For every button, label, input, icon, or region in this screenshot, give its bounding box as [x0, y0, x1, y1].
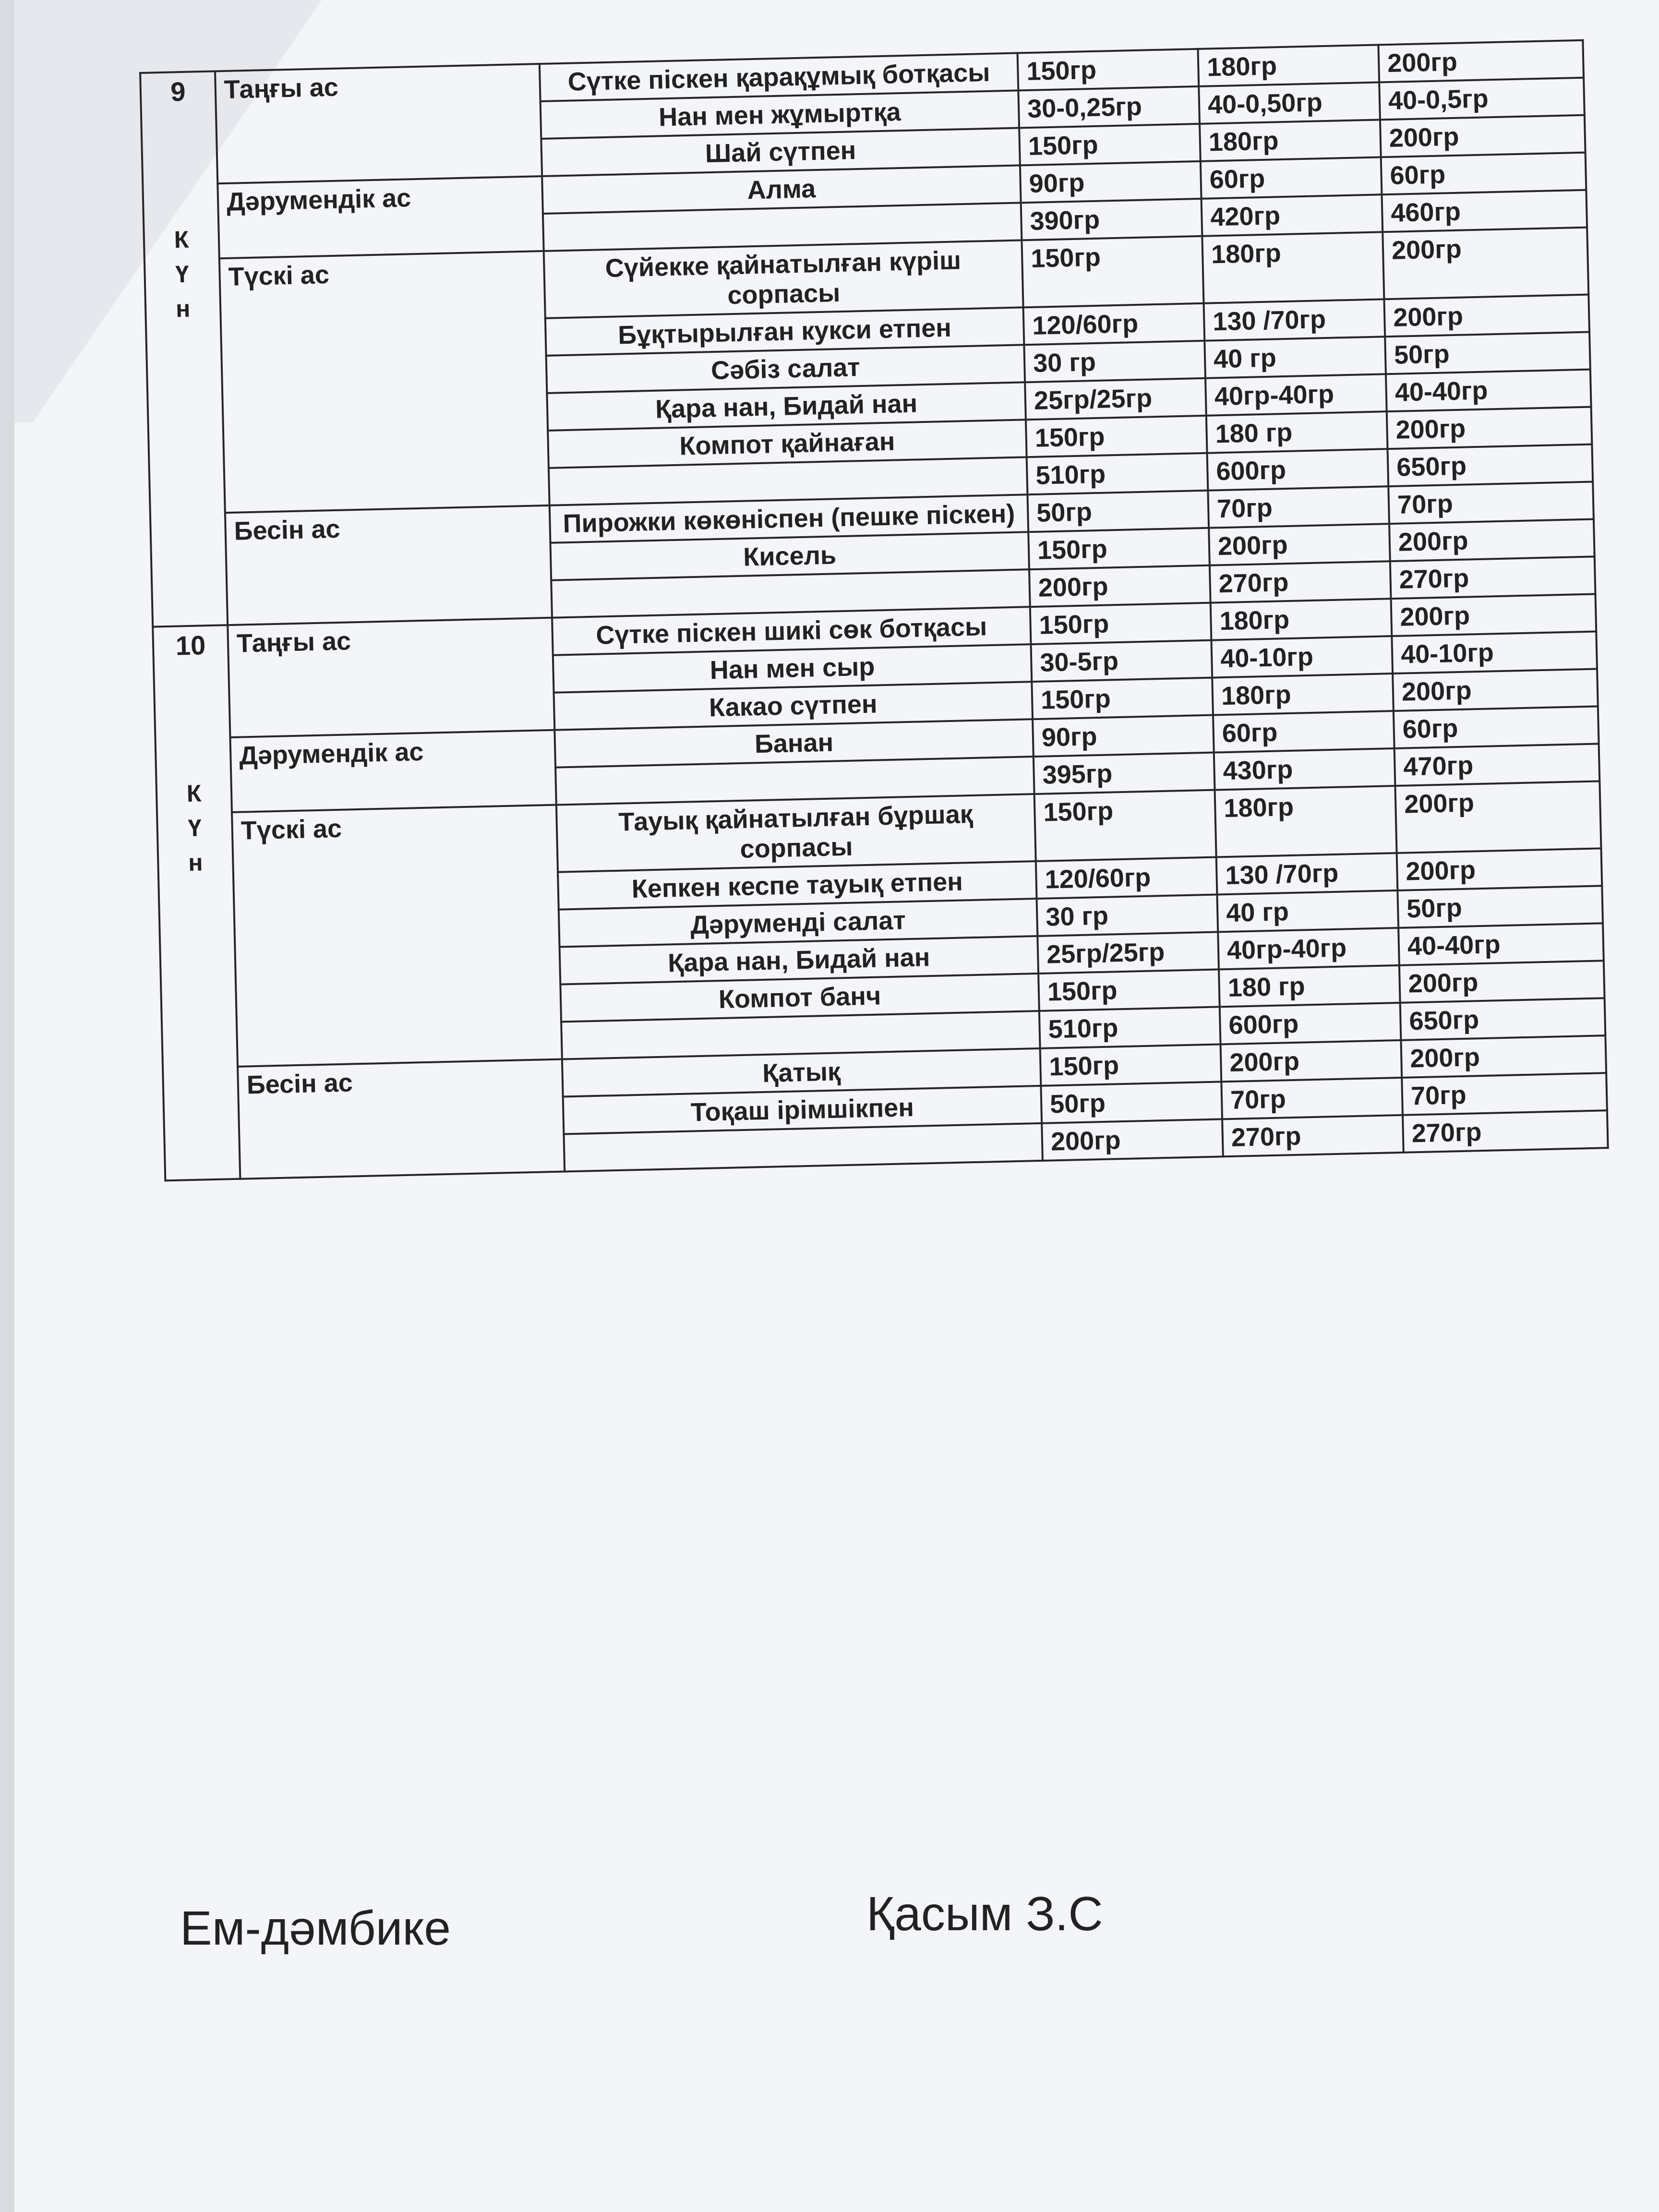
portion-age-group-2: 60гр	[1201, 157, 1382, 199]
portion-age-group-1: 30-5гр	[1031, 640, 1213, 682]
portion-age-group-3: 200гр	[1401, 1035, 1606, 1078]
portion-age-group-2: 180 гр	[1219, 965, 1400, 1007]
dish-name: Бұқтырылған кукси етпен	[545, 307, 1024, 356]
portion-age-group-3: 270гр	[1403, 1110, 1608, 1153]
day-cell	[153, 625, 240, 1180]
portion-age-group-2: 40-10гр	[1211, 636, 1393, 678]
dish-name: Компот қайнаған	[548, 420, 1027, 468]
portion-age-group-2: 130 /70гр	[1204, 299, 1385, 341]
portion-age-group-1: 150гр	[1032, 678, 1213, 720]
menu-table	[139, 39, 1609, 1182]
meal-name: Таңғы ас	[228, 618, 554, 737]
portion-age-group-1: 150гр	[1022, 236, 1203, 307]
day-word-letter: К	[186, 780, 202, 807]
day-number: 9	[170, 76, 186, 107]
portion-age-group-1: 25гр/25гр	[1025, 378, 1206, 420]
portion-age-group-2: 600гр	[1207, 449, 1389, 491]
signature-name: Қасым З.С	[866, 1887, 1103, 1941]
portion-age-group-3: 200гр	[1378, 40, 1584, 83]
meal-name: Дәрумендік ас	[230, 730, 556, 812]
portion-age-group-1: 90гр	[1033, 715, 1214, 757]
portion-age-group-2: 180гр	[1200, 120, 1381, 161]
portion-age-group-3: 460гр	[1382, 190, 1587, 232]
portion-age-group-1: 150гр	[1034, 790, 1216, 861]
portion-age-group-3: 200гр	[1382, 228, 1588, 300]
dish-name: Алма	[542, 165, 1021, 214]
portion-age-group-3: 40-40гр	[1386, 370, 1591, 412]
portion-age-group-3: 270гр	[1390, 556, 1596, 599]
dish-name: Қара нан, Бидай нан	[547, 382, 1026, 431]
portion-age-group-3: 40-40гр	[1398, 923, 1604, 965]
dish-name: Сүйекке қайнатылған күріш сорпасы	[544, 240, 1023, 318]
day-word-letter: Ү	[175, 260, 190, 288]
dish-name: Нан мен жұмыртқа	[541, 90, 1020, 139]
portion-age-group-1: 150гр	[1018, 49, 1199, 91]
portion-age-group-1: 120/60гр	[1036, 857, 1217, 899]
menu-sheet	[139, 39, 1609, 1182]
portion-age-group-1: 50гр	[1027, 491, 1209, 532]
portion-age-group-1: 50гр	[1041, 1082, 1222, 1123]
portion-age-group-3: 200гр	[1391, 594, 1597, 636]
portion-age-group-1: 390гр	[1021, 199, 1202, 240]
portion-age-group-3: 200гр	[1387, 407, 1592, 449]
portion-age-group-3: 50гр	[1397, 886, 1603, 928]
portion-age-group-2: 40гр-40гр	[1205, 374, 1387, 416]
portion-age-group-2: 70гр	[1221, 1078, 1403, 1119]
dish-name: Кисель	[550, 532, 1029, 580]
day-word-letter: н	[175, 295, 191, 323]
dish-name: Сәбіз салат	[546, 345, 1025, 393]
portion-age-group-2: 40-0,50гр	[1199, 82, 1380, 124]
meal-name: Дәрумендік ас	[217, 176, 543, 258]
dish-name: Кепкен кеспе тауық етпен	[558, 861, 1037, 910]
dish-name: Пирожки көкөніспен (пешке піскен)	[550, 494, 1029, 543]
portion-age-group-3: 650гр	[1387, 445, 1593, 487]
dish-name: Компот банч	[560, 974, 1039, 1022]
portion-age-group-2: 180гр	[1202, 232, 1384, 303]
portion-age-group-3: 70гр	[1388, 482, 1594, 524]
portion-age-group-1: 30 гр	[1024, 341, 1205, 383]
portion-age-group-1: 200гр	[1029, 565, 1211, 607]
day-cell	[140, 71, 228, 626]
portion-age-group-3: 470гр	[1395, 744, 1600, 786]
portion-age-group-1: 150гр	[1019, 124, 1201, 166]
signature-role: Ем-дәмбике	[180, 1901, 451, 1955]
day-word-letter: Ү	[188, 814, 202, 842]
portion-age-group-2: 70гр	[1208, 486, 1389, 528]
portion-age-group-1: 90гр	[1020, 161, 1202, 203]
day-word-letter: н	[188, 849, 204, 877]
portion-age-group-2: 40 гр	[1204, 337, 1386, 378]
portion-age-group-2: 270гр	[1222, 1115, 1404, 1157]
portion-age-group-2: 200гр	[1221, 1040, 1402, 1082]
portion-age-group-2: 40 гр	[1217, 890, 1398, 932]
portion-age-group-3: 40-10гр	[1392, 631, 1597, 673]
portion-age-group-3: 50гр	[1385, 332, 1590, 374]
portion-age-group-1: 150гр	[1030, 603, 1212, 645]
portion-age-group-1: 30-0,25гр	[1018, 86, 1200, 128]
portion-age-group-2: 270гр	[1210, 561, 1391, 603]
portion-age-group-3: 60гр	[1381, 153, 1587, 195]
portion-age-group-1: 150гр	[1026, 416, 1207, 457]
meal-name: Бесін ас	[225, 505, 552, 625]
dish-name: Банан	[554, 719, 1034, 768]
portion-age-group-3: 200гр	[1395, 781, 1601, 853]
portion-age-group-2: 600гр	[1220, 1003, 1401, 1045]
portion-age-group-2: 180гр	[1198, 45, 1379, 86]
portion-age-group-3: 40-0,5гр	[1379, 78, 1585, 120]
meal-name: Таңғы ас	[215, 64, 542, 183]
portion-age-group-2: 40гр-40гр	[1218, 928, 1399, 970]
portion-age-group-2: 420гр	[1202, 194, 1383, 236]
dish-name: Какао сүтпен	[554, 682, 1033, 730]
dish-name: Тауық қайнатылған бұршақ сорпасы	[556, 794, 1036, 872]
meal-name: Бесін ас	[238, 1059, 565, 1179]
portion-age-group-3: 200гр	[1380, 115, 1586, 157]
day-word-letter: К	[174, 226, 189, 253]
portion-age-group-3: 200гр	[1384, 295, 1589, 337]
day-number: 10	[175, 630, 206, 661]
dish-name: Дәруменді салат	[559, 899, 1038, 947]
dish-name: Қара нан, Бидай нан	[560, 936, 1039, 985]
dish-name: Шай сүтпен	[541, 128, 1020, 176]
portion-age-group-1: 25гр/25гр	[1037, 932, 1219, 974]
portion-age-group-3: 200гр	[1389, 519, 1595, 561]
meal-name: Түскі ас	[219, 251, 550, 513]
portion-age-group-1: 150гр	[1038, 969, 1220, 1011]
portion-age-group-1: 510гр	[1027, 453, 1208, 495]
portion-age-group-1: 150гр	[1028, 528, 1210, 570]
dish-name: Тоқаш ірімшікпен	[563, 1086, 1042, 1134]
dish-name: Сүтке піскен шикі сөк ботқасы	[552, 607, 1031, 655]
portion-age-group-2: 60гр	[1213, 711, 1395, 753]
portion-age-group-2: 430гр	[1214, 748, 1395, 790]
portion-age-group-2: 180гр	[1211, 599, 1392, 640]
portion-age-group-3: 200гр	[1393, 669, 1598, 711]
portion-age-group-2: 180 гр	[1206, 411, 1388, 453]
portion-age-group-3: 60гр	[1394, 706, 1599, 748]
portion-age-group-2: 180гр	[1212, 673, 1394, 715]
portion-age-group-1: 120/60гр	[1023, 303, 1205, 345]
portion-age-group-3: 70гр	[1402, 1073, 1607, 1115]
menu-table-body	[140, 40, 1608, 1181]
meal-name: Түскі ас	[232, 805, 562, 1067]
portion-age-group-2: 130 /70гр	[1216, 853, 1398, 895]
portion-age-group-3: 200гр	[1399, 961, 1605, 1003]
portion-age-group-1: 395гр	[1034, 753, 1215, 794]
document-page	[14, 0, 1659, 2212]
portion-age-group-1: 200гр	[1042, 1119, 1223, 1161]
portion-age-group-3: 650гр	[1400, 998, 1606, 1040]
portion-age-group-1: 510гр	[1039, 1007, 1221, 1048]
portion-age-group-2: 180гр	[1215, 786, 1397, 857]
portion-age-group-3: 200гр	[1397, 848, 1602, 890]
portion-age-group-1: 150гр	[1040, 1044, 1222, 1086]
dish-name: Сүтке піскен қарақұмық ботқасы	[540, 53, 1019, 101]
portion-age-group-2: 200гр	[1209, 524, 1390, 565]
portion-age-group-1: 30 гр	[1037, 894, 1218, 936]
dish-name: Нан мен сыр	[553, 644, 1032, 693]
dish-name: Қатық	[562, 1048, 1041, 1097]
